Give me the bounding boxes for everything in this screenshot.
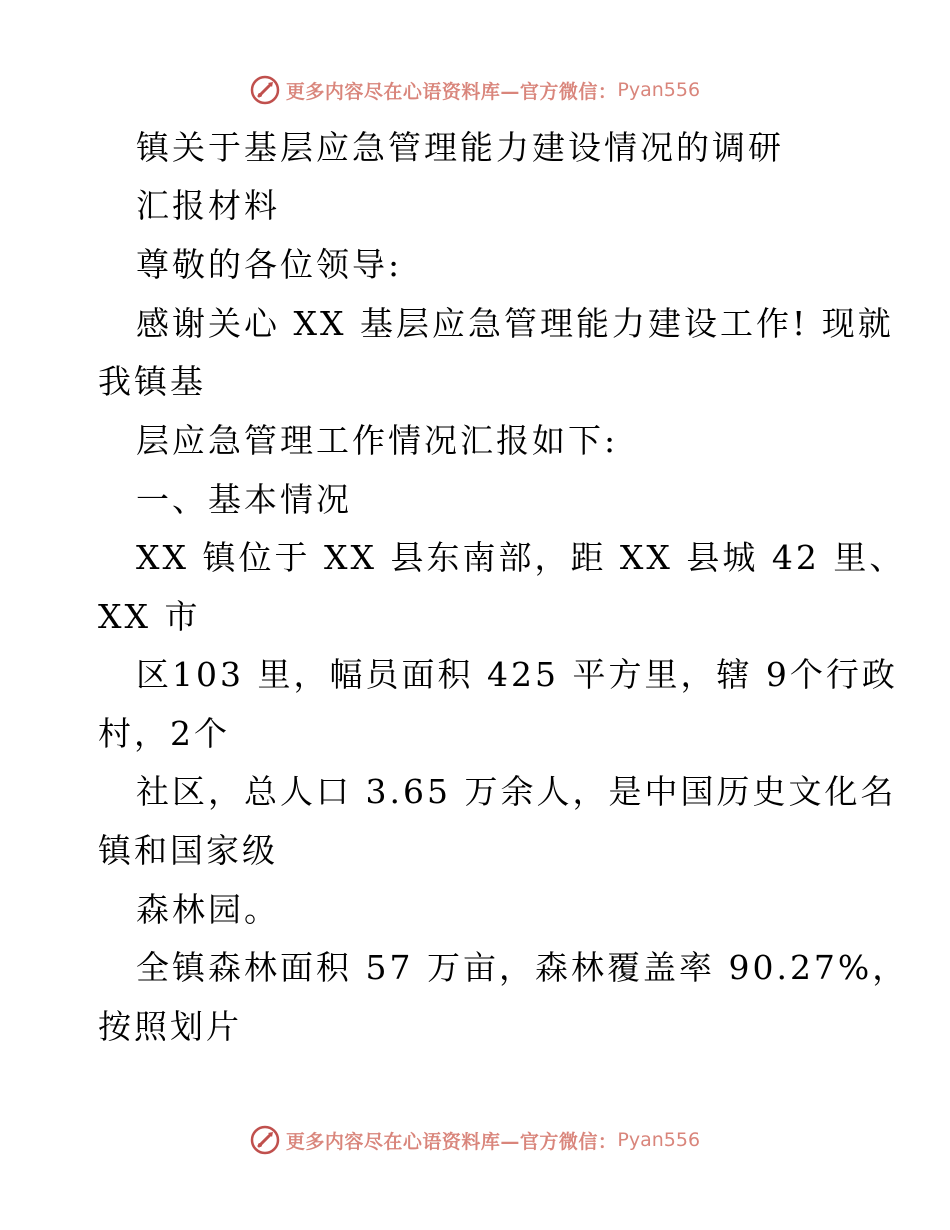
- watermark-handle: Pyan556: [617, 1129, 701, 1151]
- watermark-text: 更多内容尽在心语资料库—官方微信：: [285, 80, 618, 103]
- footer-watermark: [0, 1120, 950, 1160]
- paragraph-line: 我镇基: [98, 362, 206, 401]
- section-heading: 一、基本情况: [136, 480, 352, 519]
- watermark-logo-icon: [250, 75, 280, 105]
- paragraph-line: 村，2个: [98, 714, 230, 753]
- paragraph-line: 按照划片: [98, 1007, 242, 1046]
- document-title-line-1: 镇关于基层应急管理能力建设情况的调研: [136, 128, 784, 167]
- watermark-handle: Pyan556: [617, 79, 701, 101]
- paragraph-line: XX 市: [98, 597, 201, 636]
- document-title-line-2: 汇报材料: [136, 186, 280, 225]
- salutation: 尊敬的各位领导:: [136, 245, 403, 284]
- paragraph-line: 社区，总人口 3.65 万余人，是中国历史文化名: [136, 772, 897, 811]
- paragraph-line: XX 镇位于 XX 县东南部，距 XX 县城 42 里、: [136, 538, 906, 577]
- paragraph-line: 区103 里，幅员面积 425 平方里，辖 9个行政: [136, 655, 898, 694]
- watermark-text: 更多内容尽在心语资料库—官方微信：: [285, 1130, 618, 1153]
- paragraph-line: 全镇森林面积 57 万亩，森林覆盖率 90.27%，: [136, 948, 909, 987]
- paragraph-line: 层应急管理工作情况汇报如下:: [136, 421, 619, 460]
- watermark-logo-icon: [250, 1125, 280, 1155]
- paragraph-line: 森林园。: [136, 890, 280, 929]
- paragraph-line: 镇和国家级: [98, 831, 278, 870]
- paragraph-line: 感谢关心 XX 基层应急管理能力建设工作! 现就: [136, 304, 894, 343]
- header-watermark: [0, 70, 950, 110]
